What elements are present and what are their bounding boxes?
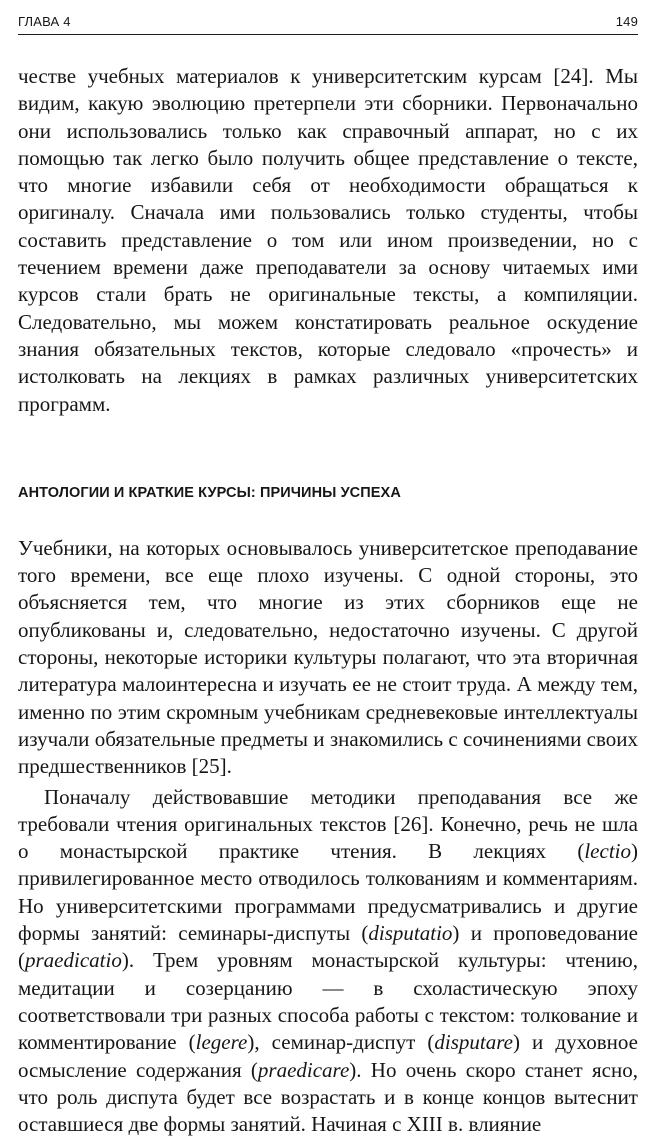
latin-term: praedicare: [257, 1057, 350, 1082]
latin-term: praedicatio: [25, 948, 122, 973]
section-heading: АНТОЛОГИИ И КРАТКИЕ КУРСЫ: ПРИЧИНЫ УСПЕХА: [18, 484, 401, 501]
text-run: ) привилегированное место отводилось толкованиям и комментариям. Но университетскими программами предусматривались и другие формы занятий: семинары-диспуты (: [18, 839, 638, 946]
text-run: ). Но очень скоро станет ясно, что роль диспута будет все возрастать и в конце концов вытеснит оставшиеся две формы занятий. Начиная с XIII в. влияние: [18, 1057, 638, 1137]
page-number: 149: [615, 14, 638, 29]
book-page: [18, 10, 638, 1138]
latin-term: disputatio: [368, 921, 453, 946]
paragraph: Учебники, на которых основывалось университетское преподавание того времени, все еще плохо изучены. С одной стороны, это объясняется тем, что многие из этих сборников еще не опубликованы и, следовательно, недостаточно изучены. С другой стороны, некоторые историки культуры полагают, что эта вторичная литература малоинтересна и изучать ее не стоит труда. А между тем, именно по этим скромным учебникам средневековые интеллектуалы изучали обязательные предметы и знакомились с сочинениями своих предшественников [25].: [18, 535, 638, 779]
chapter-label: ГЛАВА 4: [18, 14, 71, 29]
latin-term: disputare: [434, 1030, 513, 1055]
text-run: ) и проповедование (: [18, 921, 638, 973]
text-run: Поначалу действовавшие методики преподавания все же требовали чтения оригинальных текстов [26]. Конечно, речь не шла о монастырской практике чтения. В лекциях (: [18, 784, 638, 864]
latin-term: legere: [195, 1030, 248, 1055]
text-run: ) и духовное осмысление содержания (: [18, 1030, 638, 1082]
running-head: [18, 10, 638, 35]
latin-term: lectio: [584, 839, 631, 864]
paragraph-continued: честве учебных материалов к университетским курсам [24]. Мы видим, какую эволюцию претерпели эти сборники. Первоначально они использовались только как справочный аппарат, но с их помощью так легко было получить общее представление о тексте, что многие избавили себя от необходимости обращаться к оригиналу. Сначала ими пользовались только студенты, чтобы составить представление о том или ином произведении, но с течением времени даже преподаватели за основу читаемых ими курсов стали брать не оригинальные тексты, а компиляции. Следовательно, мы можем констатировать реальное оскудение знания обязательных текстов, которые следовало «прочесть» и истолковать на лекциях в рамках различных университетских программ.: [18, 64, 638, 416]
paragraph: [18, 784, 638, 1138]
text-run: ). Трем уровням монастырской культуры: чтению, медитации и созерцанию — в схоластическую эпоху соответствовали три разных способа работы с текстом: толкование и комментирование (: [18, 948, 638, 1055]
text-run: ), семинар-диспут (: [247, 1030, 435, 1055]
